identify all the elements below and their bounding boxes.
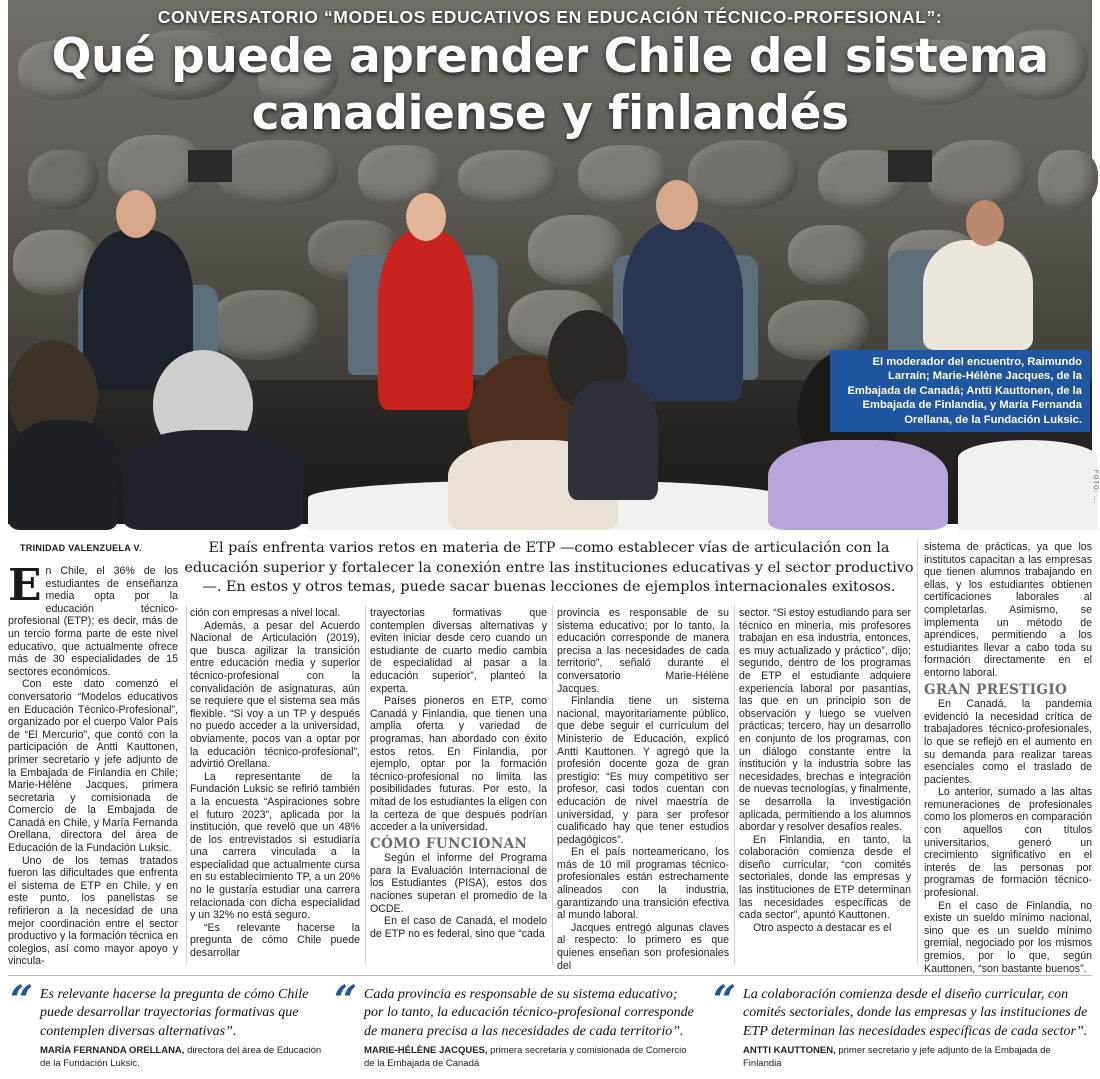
- article-column-2: [190, 607, 360, 967]
- pull-quote-1: [10, 977, 330, 1074]
- paragraph: La representante de la Fundación Luksic se refirió también a la encuesta “Aspiraciones sobre el futuro 2023”, aplicada por la institución, que reveló que un 48% de los entrevistados si estudiaría una carrera vinculada a la especialidad que actualmente cursa en su establecimiento TP, a un 20% no le gustaría estudiar una carrera relacionada con dicha especialidad y un 32% no está seguro.: [190, 770, 360, 922]
- wall-light: [188, 150, 232, 182]
- paragraph: En el caso de Finlandia, no existe un sueldo mínimo nacional, sino que es un sueldo mínimo gremial, negociado por los mismos gremios, por lo que, según Kauttonen, “son bastante buenos”.: [924, 899, 1092, 975]
- quote-attribution: [364, 1045, 699, 1070]
- paragraph: Además, a pesar del Acuerdo Nacional de Articulación (2019), que busca agilizar la transición entre educación media y superior técnico-profesional con la convalidación de asignaturas, aún se requiere que el sistema sea más flexible. “Si voy a un TP y después no puedo acceder a la universidad, obviamente, pocos van a optar por la educación técnico-profesional”, advirtió Orellana.: [190, 619, 360, 771]
- quote-attribution: [743, 1045, 1088, 1070]
- paragraph: trayectorias formativas que contemplen diversas alternativas y eviten iniciar desde cero cuando un estudiante de cuarto medio cambia de especialidad al pasar a la educación superior”, planteó la experta.: [370, 607, 547, 695]
- article-column-3: [370, 607, 547, 967]
- quote-mark-icon: “: [713, 977, 737, 1024]
- quote-mark-icon: “: [334, 977, 358, 1024]
- paragraph: Con este dato comenzó el conversatorio “Modelos educativos en Educación Técnico-Profesional”, organizado por el cuerpo Valor País de “El Mercurio”, que contó con la participación de Antti Kauttonen, primer secretario y jefe adjunto de la Embajada de Finlandia en Chile; Marie-Hélène Jacques, primera secretaria y comisionada de Comercio de la Embajada de Canadá en Chile, y María Fernanda Orellana, directora del área de Educación de la Fundación Luksic.: [8, 678, 178, 855]
- paragraph: Lo anterior, sumado a las altas remuneraciones de profesionales como los plomeros en comparación con aquellos con títulos universitarios, generó un crecimiento significativo en el interés de las personas por programas de formación técnico-profesional.: [924, 786, 1092, 900]
- byline: TRINIDAD VALENZUELA V.: [20, 543, 142, 553]
- paragraph: sector. “Si estoy estudiando para ser técnico en minería, mis profesores trabajan en esa industria, entonces, es muy actualizado y práctico”, dijo; segundo, dentro de los programas de ETP el estudiante adquiere experiencia laboral por pasantías, las que en un principio son de observación y luego se vuelven prácticas; tercero, hay un desarrollo en conjunto de los programas, con un diálogo constante entre la institución y la industria sobre las necesidades, brechas e integración de nuevas tecnologías, y finalmente, se desarrolla la investigación aplicada, permitiendo a los alumnos abordar y resolver desafíos reales.: [739, 607, 911, 834]
- paragraph: Países pioneros en ETP, como Canadá y Finlandia, que tienen una amplia oferta y variedad de programas, han abordado con éxito estos retos. En Finlandia, por ejemplo, optar por la formación técnico-profesional no limita las posibilidades futuras. Por esto, la mitad de los estudiantes la eligen con la certeza de que después podrían acceder a la universidad.: [370, 695, 547, 834]
- panelist-red-figure: [378, 230, 473, 410]
- kicker: CONVERSATORIO “MODELOS EDUCATIVOS EN EDUCACIÓN TÉCNICO-PROFESIONAL”:: [157, 7, 943, 27]
- quote-author-role: primer secretario y jefe adjunto de la Embajada de Finlandia: [743, 1045, 1051, 1069]
- subheading-gran-prestigio: GRAN PRESTIGIO: [924, 681, 1068, 698]
- paragraph: Otro aspecto a destacar es el: [753, 921, 892, 934]
- quote-author-name: MARIE-HÉLÈNE JACQUES,: [364, 1045, 488, 1056]
- paragraph: En el caso de Canadá, el modelo de ETP no es federal, sino que “cada: [370, 915, 547, 940]
- paragraph: Según el informe del Programa para la Evaluación Internacional de los Estudiantes (PISA), estos dos naciones superan el promedio de la OCDE.: [370, 852, 547, 915]
- quote-text: La colaboración comienza desde el diseño curricular, con comités sectoriales, donde las empresas y las instituciones de ETP determinan las necesidades específicas de cada sector”.: [743, 987, 1088, 1039]
- article-column-1: En Chile, el 36% de los estudiantes de enseñanza media opta por la educación técnico-profesional (ETP); es decir, más de un tercio forma parte de este nivel educativo, que actualmente ofrece más de 30 especialidades de 15 sectores económicos. Con este dato comenzó el conversatorio “Modelos educativos en Educación Técnico-Profesional”, organizado por el cuerpo Valor País de “El Mercurio”, que contó con la participación de Antti Kauttonen, primer secretario y jefe adjunto de la Embajada de Finlandia en Chile; Marie-Hélène Jacques, primera secretaria y comisionada de Comercio de la Embajada de Canadá en Chile, y María Fernanda Orellana, directora del área de Educación de la Fundación Luksic. Uno de los temas tratados fueron las dificultades que enfrenta el sistema de ETP en Chile, y en este punto, los panelistas se refirieron a la necesidad de una mejor coordinación entre el sector productivo y la formación técnica en colegios, así como mayor apoyo y vincula-: [8, 560, 178, 968]
- paragraph: En Finlandia, en tanto, la colaboración comienza desde el diseño curricular, “con comités sectoriales, donde las empresas y las instituciones de ETP determinan las necesidades específicas de cada sector”, apuntó Kauttonen.: [739, 833, 911, 922]
- quote-text: Es relevante hacerse la pregunta de cómo Chile puede desarrollar trayectorias formativas que contemplen diversas alternativas”.: [40, 987, 309, 1039]
- hero-photo: [8, 0, 1092, 524]
- paragraph: “Es relevante hacerse la pregunta de cómo Chile puede desarrollar: [190, 921, 360, 960]
- paragraph: En Canadá, la pandemia evidenció la necesidad crítica de trabajadores técnico-profesionales, lo que se reflejó en el aumento en su demanda para realizar tareas esenciales como el traslado de pacientes.: [924, 698, 1092, 786]
- subheading-como-funcionan: CÓMO FUNCIONAN: [370, 835, 528, 852]
- paragraph: En el país norteamericano, los más de 10 mil programas técnico-profesionales están estrechamente alineados con la industria, garantizando una transición efectiva al mundo laboral.: [557, 846, 729, 922]
- photo-caption: El moderador del encuentro, Raimundo Larraín; Marie-Hélène Jacques, de la Embajada de Canadá; Antti Kauttonen, de la Embajada de Finlandia, y María Fernanda Orellana, de la Fundación Luksic.: [830, 350, 1090, 432]
- quote-attribution: [40, 1045, 325, 1070]
- article-column-6: [924, 541, 1092, 975]
- quote-author-name: MARÍA FERNANDA ORELLANA,: [40, 1045, 185, 1056]
- paragraph: provincia es responsable de su sistema educativo; por lo tanto, la educación corresponde de manera precisa a las necesidades de cada territorio”, señaló durante el conversatorio Marie-Hélène Jacques.: [557, 607, 729, 695]
- panelist-white-figure: [923, 240, 1033, 350]
- pull-quote-2: [334, 977, 704, 1074]
- quotes-divider: [8, 975, 1092, 976]
- article-deck: El país enfrenta varios retos en materia de ETP —como establecer vías de articulación con la educación superior y fortalecer la conexión entre las instituciones educativas y el sector productivo—. En estos y otros temas, puede sacar buenas lecciones de ejemplos internacionales exitosos.: [184, 540, 914, 595]
- quote-author-name: ANTTI KAUTTONEN,: [743, 1045, 836, 1056]
- paragraph: Finlandia tiene un sistema nacional, mayoritariamente público, que debe seguir el currículum del Ministerio de Educación, explicó Antti Kauttonen. Y agregó que la profesión docente goza de gran prestigio: “Es muy competitivo ser profesor, casi todos cuentan con educación de nivel maestría de universidad, y para ser profesor cualificado hay que tener estudios pedagógicos”.: [557, 695, 729, 846]
- panelist-suit-figure: [623, 222, 743, 402]
- headline-line-2: canadiense y finlandés: [251, 86, 849, 141]
- quote-author-role: primera secretaria y comisionada de Comercio de la Embajada de Canadá: [364, 1045, 687, 1069]
- paragraph: Jacques entregó algunas claves al respecto: lo primero es que quienes enseñan son profesionales del: [557, 921, 729, 972]
- drop-cap: E: [8, 560, 42, 611]
- article-column-5: [739, 607, 911, 967]
- headline-line-1: Qué puede aprender Chile del sistema: [51, 29, 1049, 84]
- quote-mark-icon: “: [10, 977, 34, 1024]
- article-column-4: [557, 607, 729, 972]
- quote-author-role: directora del área de Educación de la Fundación Luksic.: [40, 1045, 322, 1069]
- headline: [8, 28, 1092, 142]
- paragraph: Uno de los temas tratados fueron las dificultades que enfrenta el sistema de ETP en Chile, y en este punto, los panelistas se refirieron a la necesidad de una mejor coordinación entre el sector productivo y la formación técnica en colegios, así como mayor apoyo y vincula-: [8, 854, 178, 968]
- quote-text: Cada provincia es responsable de su sistema educativo; por lo tanto, la educación técnico-profesional corresponde de manera precisa a las necesidades de cada territorio”.: [364, 987, 694, 1039]
- photo-credit: FOTO: ...: [1092, 470, 1098, 504]
- paragraph: ción con empresas a nivel local.: [190, 607, 341, 619]
- pull-quote-3: [713, 977, 1093, 1074]
- paragraph: sistema de prácticas, ya que los institutos capacitan a las empresas que tienen alumnos trabajando en ellas, y los estudiantes obtienen certificaciones laborales al completarlas. Asimismo, se implementa un método de aprendices, permitiendo a los estudiantes llevar a cabo toda su formación directamente en el entorno laboral.: [924, 541, 1092, 679]
